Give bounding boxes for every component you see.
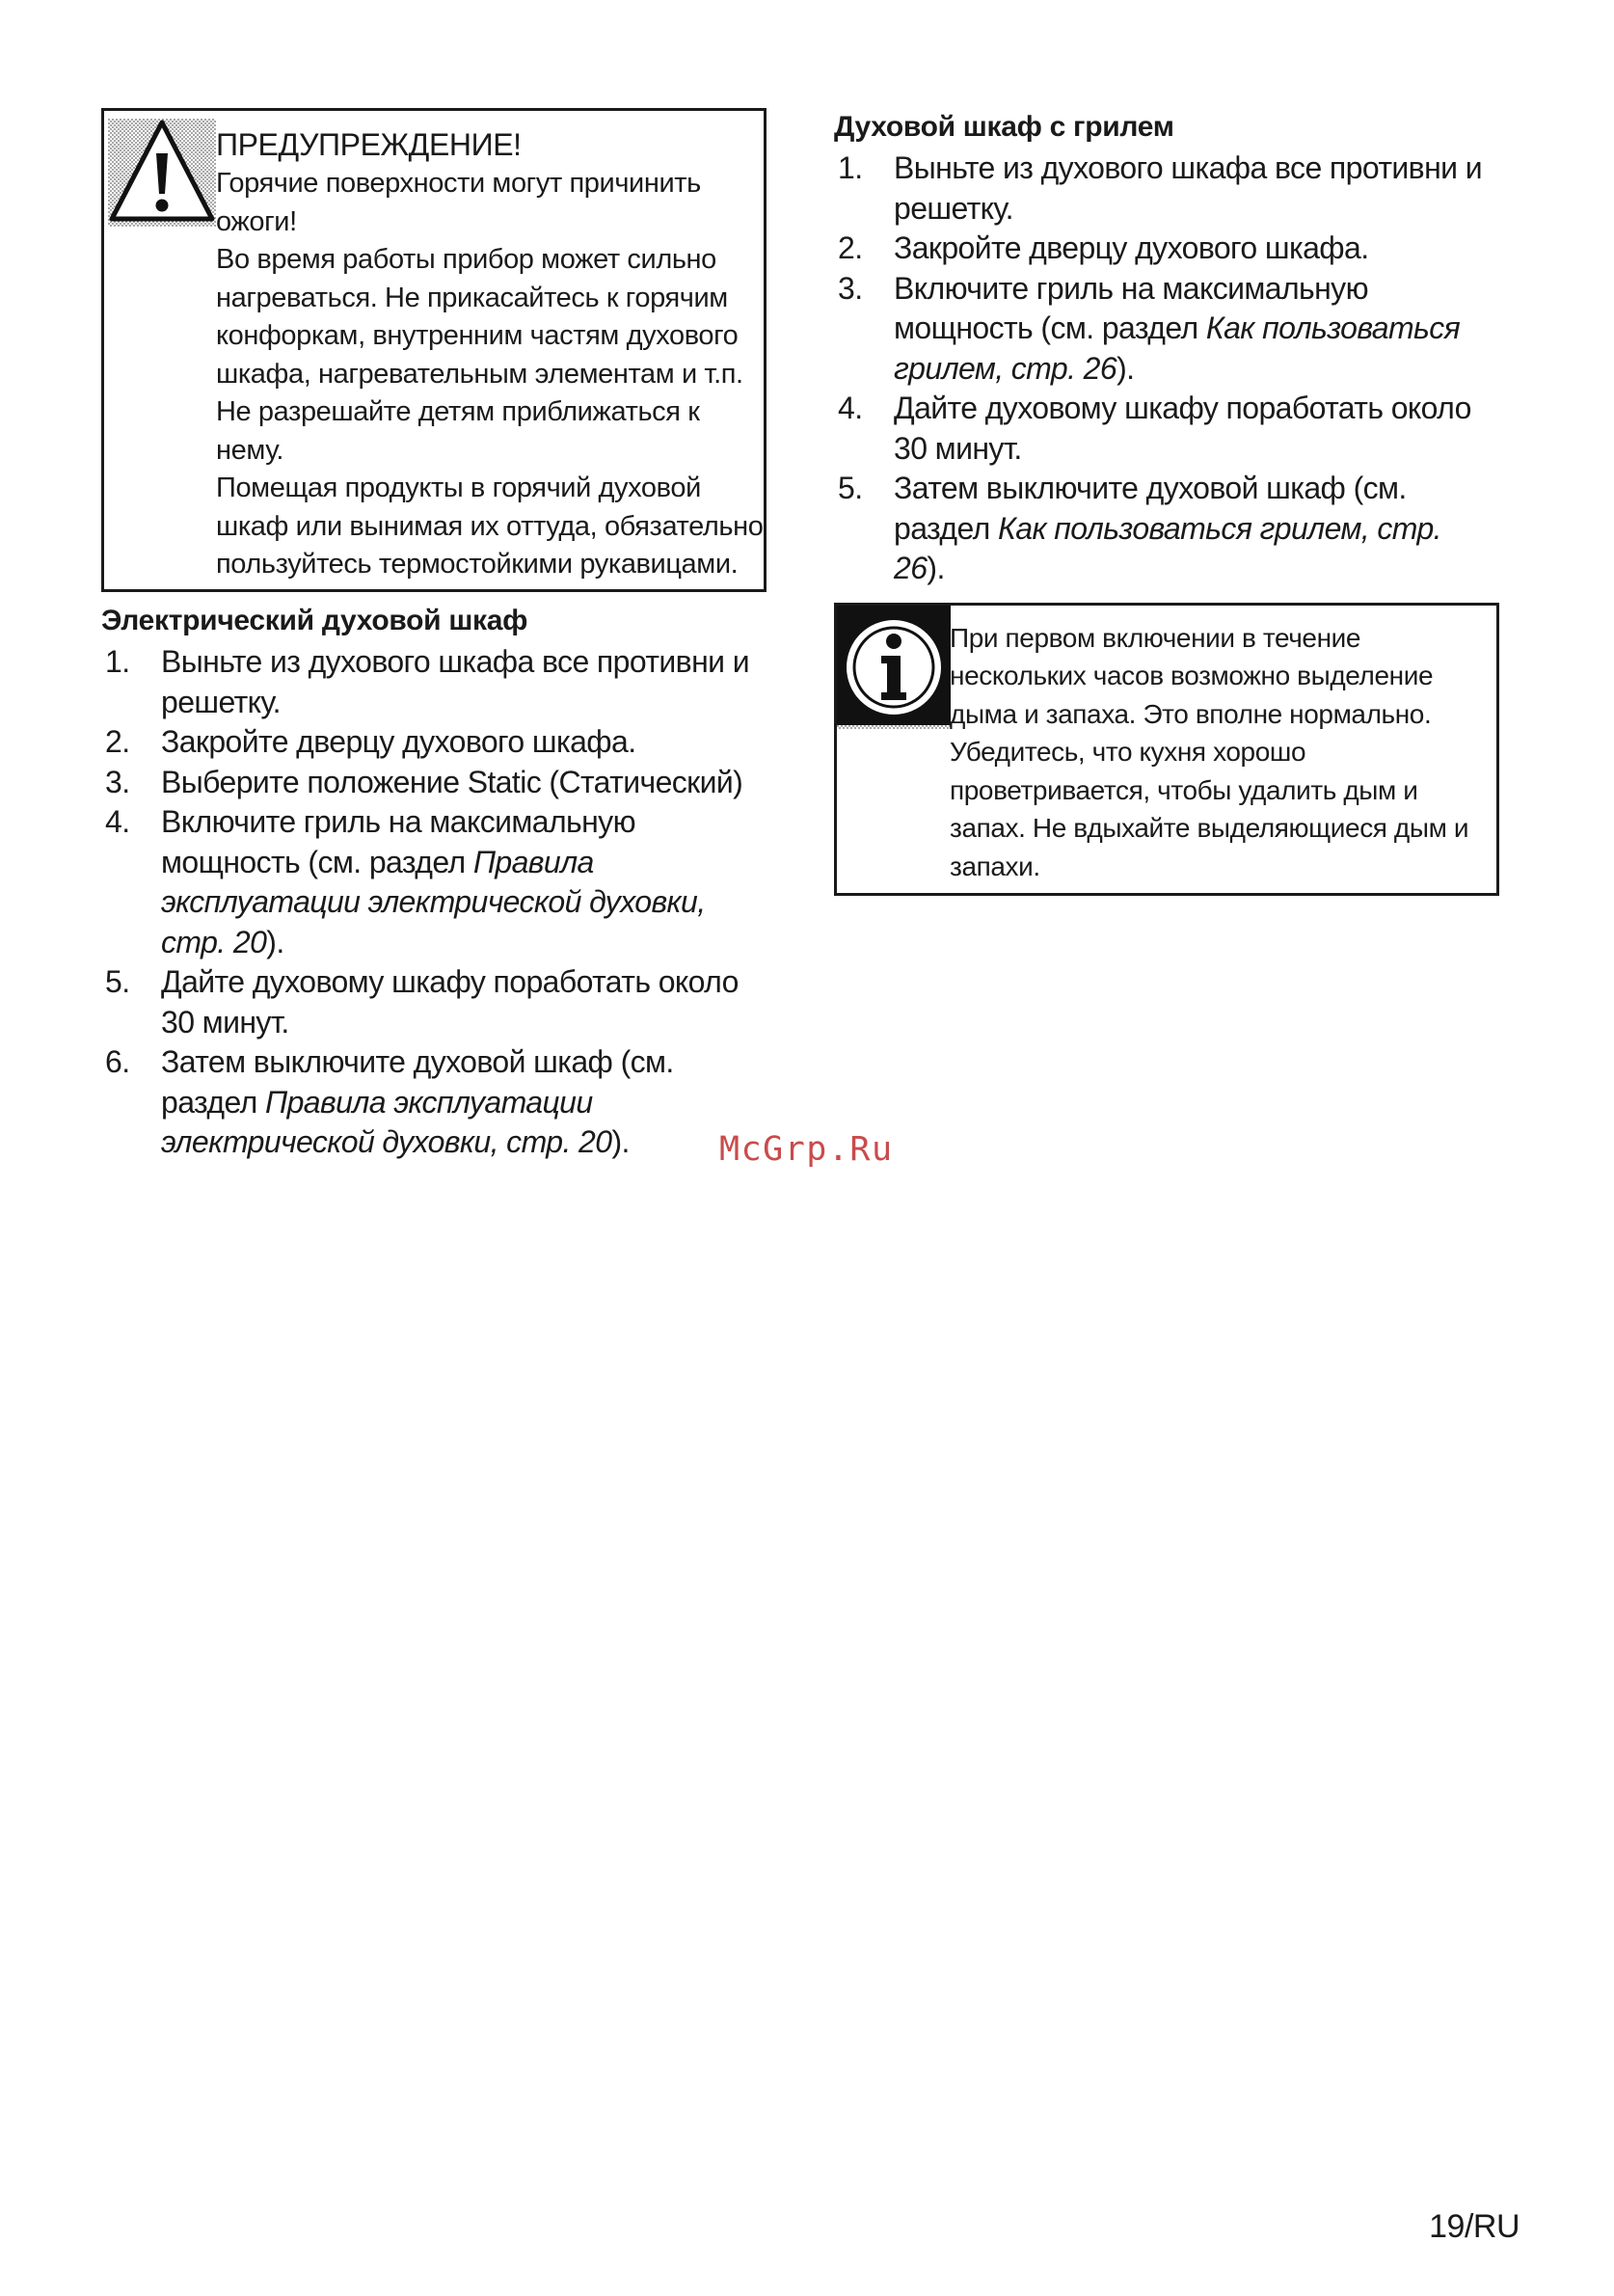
list-item: 1. Выньте из духового шкафа все противни и решетку. xyxy=(838,150,1482,226)
list-item: 3. Выберите положение Static (Статический) xyxy=(105,764,743,799)
cross-reference: Правила эксплуатации электрической духовки, стр. 20 xyxy=(161,844,706,959)
warning-title: ПРЕДУПРЕЖДЕНИЕ! xyxy=(216,127,522,162)
list-item: 3. Включите гриль на максимальную мощность (см. раздел Как пользоваться грилем, стр. 26). xyxy=(838,270,1461,386)
cross-reference: Как пользоваться грилем, стр. 26 xyxy=(894,311,1461,386)
info-icon xyxy=(837,606,951,729)
warning-paragraph: Помещая продукты в горячий духовой шкаф или вынимая их оттуда, обязательно пользуйтесь термостойкими рукавицами. xyxy=(216,473,764,580)
watermark: McGrp.Ru xyxy=(719,1130,894,1169)
right-column xyxy=(834,108,1499,896)
list-item: 2. Закройте дверцу духового шкафа. xyxy=(105,724,636,759)
warning-paragraph: Не разрешайте детям приближаться к нему. xyxy=(216,396,700,466)
info-box xyxy=(834,603,1499,896)
page-number: 19/RU xyxy=(1429,2208,1520,2245)
list-item: 2. Закройте дверцу духового шкафа. xyxy=(838,230,1369,265)
left-column xyxy=(101,108,767,1163)
list-item: 6. Затем выключите духовой шкаф (см. раздел Правила эксплуатации электрической духовки, стр. 20). xyxy=(105,1044,674,1159)
list-item: 5. Дайте духовому шкафу поработать около 30 минут. xyxy=(105,964,739,1040)
list-item: 1. Выньте из духового шкафа все противни и решетку. xyxy=(105,644,749,719)
warning-box xyxy=(101,108,767,592)
list-item: 4. Дайте духовому шкафу поработать около 30 минут. xyxy=(838,391,1471,466)
cross-reference: Как пользоваться грилем, стр. 26 xyxy=(894,510,1441,585)
grill-steps-list xyxy=(834,149,1499,589)
list-item: 4. Включите гриль на максимальную мощность (см. раздел Правила эксплуатации электрической духовки, стр. 20). xyxy=(105,804,706,959)
warning-paragraph: Во время работы прибор может сильно нагреваться. Не прикасайтесь к горячим конфоркам, внутренним частям духового шкафа, нагревательным элементам и т.п. xyxy=(216,244,743,390)
electric-steps-list xyxy=(101,642,767,1163)
section-heading-electric: Электрический духовой шкаф xyxy=(101,605,528,636)
list-item: 5. Затем выключите духовой шкаф (см. раздел Как пользоваться грилем, стр. 26). xyxy=(838,471,1441,585)
section-heading-grill: Духовой шкаф с грилем xyxy=(834,111,1174,143)
info-text: При первом включении в течение нескольких часов возможно выделение дыма и запаха. Это вполне нормально. Убедитесь, что кухня хорошо проветривается, чтобы удалить дым и запах. Не вдыхайте выделяющиеся дым и запахи. xyxy=(950,622,1469,881)
warning-paragraph: Горячие поверхности могут причинить ожоги! xyxy=(216,168,701,237)
cross-reference: Правила эксплуатации электрической духовки, стр. 20 xyxy=(161,1084,612,1159)
warning-triangle-icon xyxy=(108,119,216,227)
